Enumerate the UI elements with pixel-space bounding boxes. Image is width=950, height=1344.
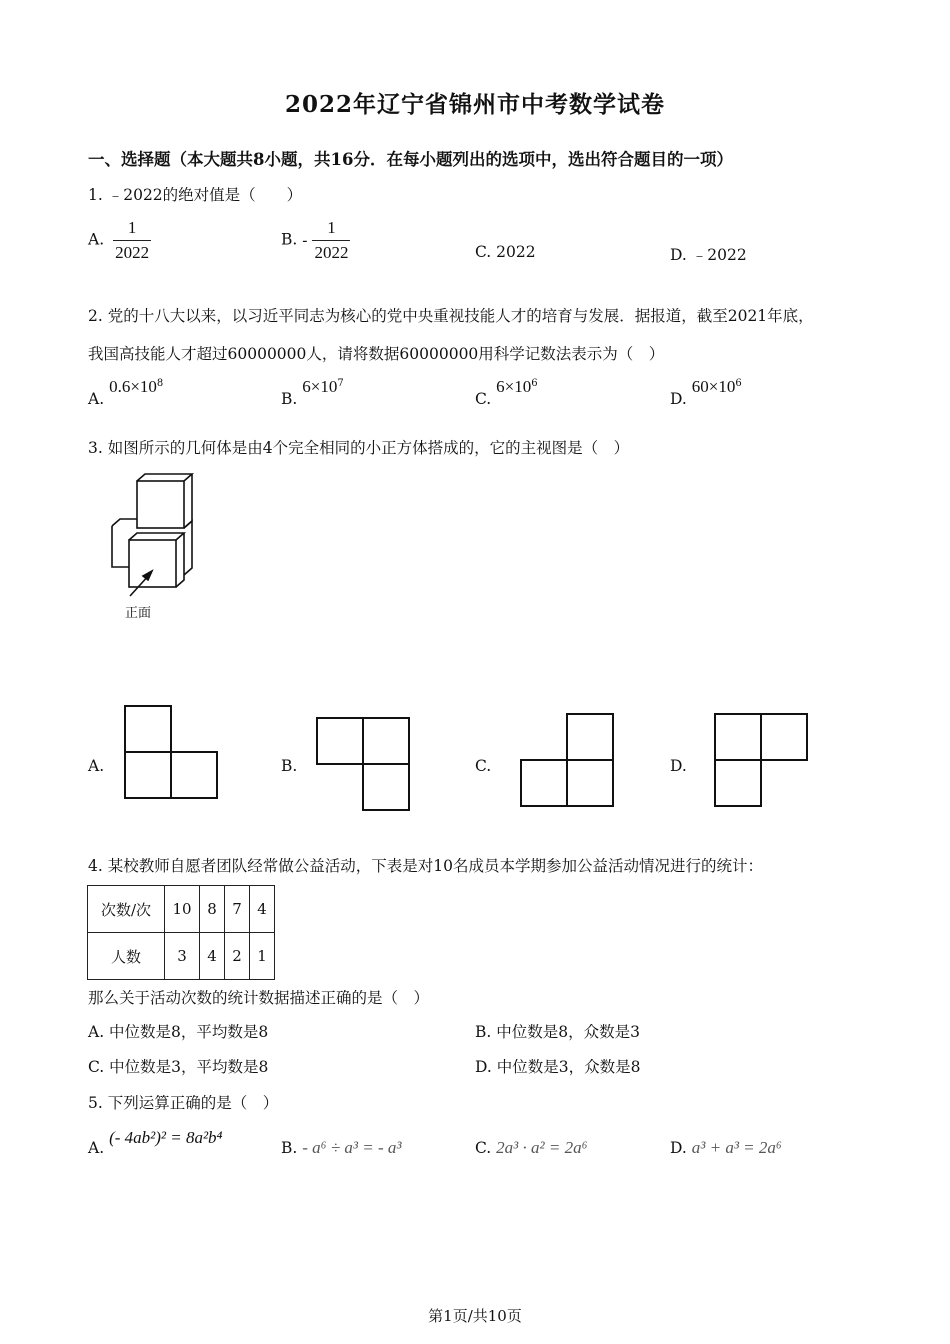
q4-option-a[interactable]: A. 中位数是8，平均数是8 bbox=[88, 1023, 269, 1041]
q2-c-label: C. bbox=[475, 390, 492, 408]
table-cell: 4 bbox=[200, 933, 225, 980]
q5-a-label: A. bbox=[88, 1139, 105, 1157]
q4-stem: 4. 某校教师自愿者团队经常做公益活动，下表是对10名成员本学期参加公益活动情况进行的统计： bbox=[88, 857, 763, 875]
q2-stem-line2: 我国高技能人才超过60000000人，请将数据60000000用科学记数法表示为（ ） bbox=[88, 345, 665, 363]
q2-b-base: 6×10 bbox=[302, 377, 338, 396]
q3-c-label[interactable]: C. bbox=[475, 757, 492, 775]
solid-figure bbox=[100, 470, 210, 600]
q1-b-label: B. bbox=[281, 230, 298, 249]
q1-b-sign: - bbox=[302, 231, 308, 250]
q5-option-a[interactable] bbox=[88, 1128, 223, 1157]
q3-stem: 3. 如图所示的几何体是由4个完全相同的小正方体搭成的，它的主视图是（ ） bbox=[88, 439, 630, 457]
q2-c-base: 6×10 bbox=[496, 377, 532, 396]
q1-option-c[interactable]: C. 2022 bbox=[475, 243, 536, 261]
q5-stem: 5. 下列运算正确的是（ ） bbox=[88, 1094, 279, 1112]
q1-a-denominator: 2022 bbox=[113, 240, 151, 263]
table-cell: 2 bbox=[225, 933, 250, 980]
front-label: 正面 bbox=[125, 606, 152, 621]
q4-option-d[interactable]: D. 中位数是3，众数是8 bbox=[475, 1058, 641, 1076]
q4-option-b[interactable]: B. 中位数是8，众数是3 bbox=[475, 1023, 640, 1041]
q3-option-c-view[interactable] bbox=[520, 713, 616, 809]
page-footer: 第1页/共10页 bbox=[428, 1307, 522, 1325]
q5-d-label: D. bbox=[670, 1139, 687, 1157]
q2-option-d[interactable] bbox=[670, 377, 742, 408]
q2-a-base: 0.6×10 bbox=[109, 377, 157, 396]
q1-option-b[interactable] bbox=[281, 218, 350, 263]
q1-a-numerator: 1 bbox=[127, 218, 137, 237]
q2-b-label: B. bbox=[281, 390, 298, 408]
table-row bbox=[88, 886, 275, 933]
section-heading: 一、选择题（本大题共8小题，共16分．在每小题列出的选项中，选出符合题目的一项） bbox=[88, 150, 733, 169]
table-row bbox=[88, 933, 275, 980]
q4-follow: 那么关于活动次数的统计数据描述正确的是（ ） bbox=[88, 989, 430, 1007]
table-cell: 7 bbox=[225, 886, 250, 933]
q3-d-label[interactable]: D. bbox=[670, 757, 687, 775]
q2-a-label: A. bbox=[88, 390, 105, 408]
q5-d-expr: a³ + a³ = 2a⁶ bbox=[691, 1138, 782, 1157]
table-cell: 次数/次 bbox=[88, 886, 165, 933]
table-cell: 10 bbox=[165, 886, 200, 933]
q1-stem: 1. ﹣2022的绝对值是（ ） bbox=[88, 186, 303, 204]
q5-option-d[interactable] bbox=[670, 1138, 782, 1158]
table-cell: 8 bbox=[200, 886, 225, 933]
q5-option-b[interactable] bbox=[281, 1138, 402, 1158]
table-cell: 人数 bbox=[88, 933, 165, 980]
q2-option-a[interactable] bbox=[88, 377, 164, 408]
q1-b-denominator: 2022 bbox=[312, 240, 350, 263]
q5-b-label: B. bbox=[281, 1139, 298, 1157]
q3-option-b-view[interactable] bbox=[316, 717, 412, 813]
q5-c-label: C. bbox=[475, 1139, 492, 1157]
q3-b-label[interactable]: B. bbox=[281, 757, 298, 775]
q2-option-c[interactable] bbox=[475, 377, 538, 408]
q1-a-label: A. bbox=[88, 230, 105, 249]
table-cell: 1 bbox=[250, 933, 275, 980]
table-cell: 4 bbox=[250, 886, 275, 933]
q2-b-exp: 7 bbox=[337, 377, 344, 389]
q5-b-expr: - a⁶ ÷ a³ = - a³ bbox=[302, 1138, 402, 1157]
page-title: 2022年辽宁省锦州市中考数学试卷 bbox=[284, 91, 665, 118]
q2-a-exp: 8 bbox=[156, 377, 164, 389]
q1-b-numerator: 1 bbox=[327, 218, 336, 237]
q4-option-c[interactable]: C. 中位数是3，平均数是8 bbox=[88, 1058, 269, 1076]
q2-c-exp: 6 bbox=[531, 377, 538, 389]
q1-option-d[interactable]: D. ﹣2022 bbox=[670, 246, 747, 264]
q3-option-a-view[interactable] bbox=[124, 705, 220, 801]
q1-option-a[interactable] bbox=[88, 218, 151, 263]
q2-d-label: D. bbox=[670, 390, 687, 408]
q3-a-label[interactable]: A. bbox=[88, 757, 105, 775]
q2-d-exp: 6 bbox=[735, 377, 742, 389]
q5-c-expr: 2a³ · a² = 2a⁶ bbox=[496, 1138, 588, 1157]
table-cell: 3 bbox=[165, 933, 200, 980]
q5-option-c[interactable] bbox=[475, 1138, 588, 1158]
q5-a-expr: (- 4ab²)² = 8a²b⁴ bbox=[109, 1128, 223, 1147]
q2-option-b[interactable] bbox=[281, 377, 344, 408]
stats-table bbox=[87, 885, 275, 980]
q3-option-d-view[interactable] bbox=[714, 713, 810, 809]
q2-stem-line1: 2. 党的十八大以来，以习近平同志为核心的党中央重视技能人才的培育与发展．据报道，截至2021年底， bbox=[88, 307, 814, 325]
q2-d-base: 60×10 bbox=[691, 377, 736, 396]
